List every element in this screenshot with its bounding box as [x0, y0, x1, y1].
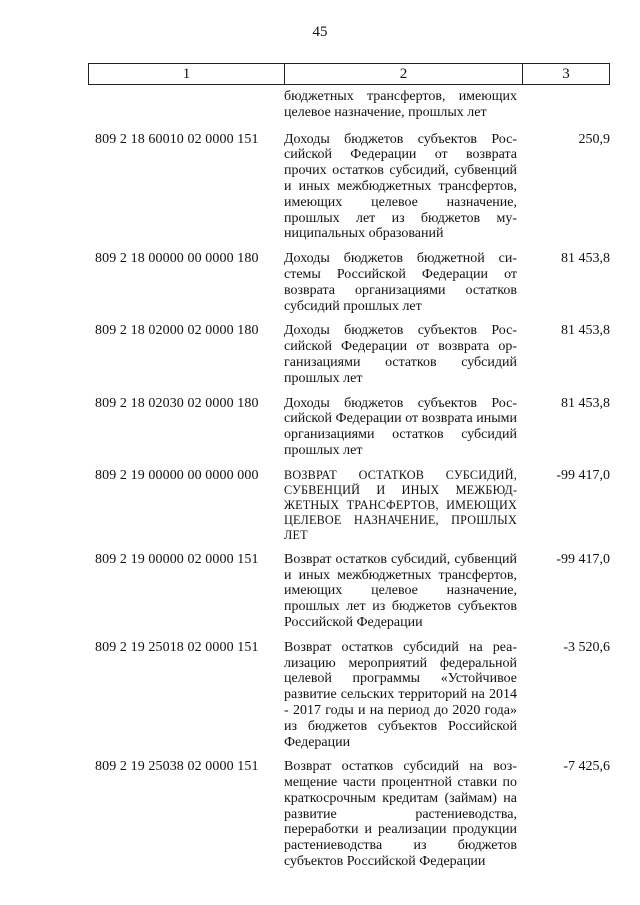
table-row: [0, 396, 640, 459]
row-code: 809 2 18 02000 02 0000 180: [95, 323, 259, 339]
row-description: Возврат остатков субсидий на реализацию мероприятий федеральной целевой программы «Устойчивое развитие сельских территорий на 2014 - 2017 годы и на период до 2020 года» из бюджетов субъектов Российской Федерации: [284, 639, 517, 750]
column-header-3: 3: [562, 65, 570, 82]
row-description: бюджетных трансфертов, имеющих целевое назначение, прошлых лет: [284, 89, 517, 120]
table-row: [0, 323, 640, 386]
row-amount: 81 453,8: [561, 251, 610, 267]
row-amount: -99 417,0: [556, 467, 610, 483]
row-code: 809 2 18 00000 00 0000 180: [95, 251, 259, 267]
row-description: Доходы бюджетов субъектов Российской Федерации от возврата организациями остатков субсидий прошлых лет: [284, 323, 517, 386]
row-amount: 81 453,8: [561, 323, 610, 339]
table-body: [0, 89, 640, 879]
row-description: Доходы бюджетов бюджетной системы Российской Федерации от возврата организациями остатков субсидий прошлых лет: [284, 251, 517, 314]
row-description: Доходы бюджетов субъектов Российской Федерации от возврата прочих остатков субсидий, субвенций и иных межбюджетных трансфертов, имеющих целевое назначение, прошлых лет из бюджетов муниципальных образований: [284, 131, 517, 242]
table-row: [0, 552, 640, 631]
row-description: Доходы бюджетов субъектов Российской Федерации от возврата иными организациями остатков субсидий прошлых лет: [284, 395, 517, 458]
row-amount: -99 417,0: [556, 551, 610, 567]
row-amount: -7 425,6: [563, 759, 610, 775]
column-header-1: 1: [89, 64, 285, 84]
row-code: 809 2 19 25018 02 0000 151: [95, 639, 259, 655]
row-code: 809 2 18 02030 02 0000 180: [95, 395, 259, 411]
row-amount: 250,9: [578, 131, 610, 147]
page-number: 45: [312, 24, 328, 40]
row-amount: -3 520,6: [563, 639, 610, 655]
table-column-header: [88, 63, 610, 85]
table-row: [0, 640, 640, 751]
table-row: [0, 132, 640, 243]
row-code: 809 2 19 00000 00 0000 000: [95, 467, 259, 483]
row-description: Возврат остатков субсидий, субвенций и иных межбюджетных трансфертов, имеющих целевое назначение, прошлых лет из бюджетов субъектов Российской Федерации: [284, 551, 517, 630]
row-code: 809 2 19 25038 02 0000 151: [95, 759, 259, 775]
row-code: 809 2 19 00000 02 0000 151: [95, 551, 259, 567]
table-row-continuation: [0, 89, 640, 121]
column-header-2: 2: [285, 64, 523, 84]
row-code: 809 2 18 60010 02 0000 151: [95, 131, 259, 147]
table-row: [0, 759, 640, 870]
table-row: [0, 468, 640, 543]
table-row: [0, 251, 640, 314]
row-amount: 81 453,8: [561, 395, 610, 411]
row-description: ВОЗВРАТ ОСТАТКОВ СУБСИДИЙ, СУБВЕНЦИЙ И ИНЫХ МЕЖБЮДЖЕТНЫХ ТРАНСФЕРТОВ, ИМЕЮЩИХ ЦЕЛЕВОЕ НАЗНАЧЕНИЕ, ПРОШЛЫХ ЛЕТ: [284, 467, 517, 542]
row-description: Возврат остатков субсидий на возмещение части процентной ставки по краткосрочным кредитам (займам) на развитие растениеводства, переработки и реализации продукции растениеводства из бюджетов субъектов Российской Федерации: [284, 759, 517, 870]
